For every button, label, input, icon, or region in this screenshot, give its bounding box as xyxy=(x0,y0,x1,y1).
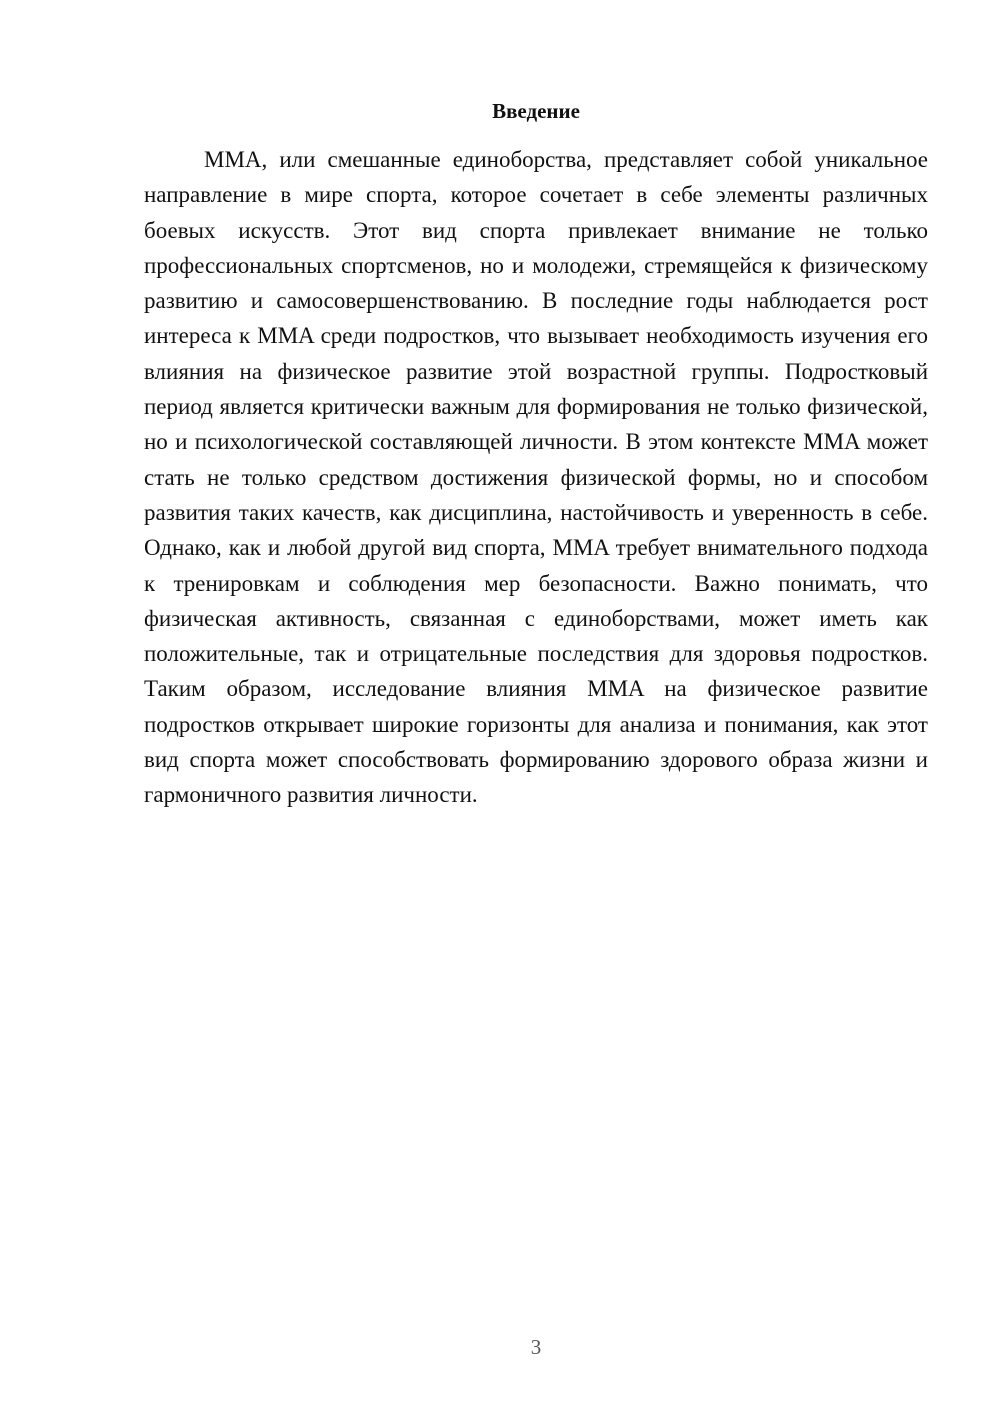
body-paragraph: MMA, или смешанные единоборства, представляет собой уникальное направление в мире спорта, которое сочетает в себе элементы различных боевых искусств. Этот вид спорта привлекает внимание не только профессиональных спортсменов, но и молодежи, стремящейся к физическому развитию и самосовершенствованию. В последние годы наблюдается рост интереса к MMA среди подростков, что вызывает необходимость изучения его влияния на физическое развитие этой возрастной группы. Подростковый период является критически важным для формирования не только физической, но и психологической составляющей личности. В этом контексте MMA может стать не только средством достижения физической формы, но и способом развития таких качеств, как дисциплина, настойчивость и уверенность в себе. Однако, как и любой другой вид спорта, MMA требует внимательного подхода к тренировкам и соблюдения мер безопасности. Важно понимать, что физическая активность, связанная с единоборствами, может иметь как положительные, так и отрицательные последствия для здоровья подростков. Таким образом, исследование влияния MMA на физическое развитие подростков открывает широкие горизонты для анализа и понимания, как этот вид спорта может способствовать формированию здорового образа жизни и гармоничного развития личности. xyxy=(144,147,928,808)
page-number: 3 xyxy=(530,1335,542,1359)
section-heading: Введение xyxy=(492,99,580,123)
